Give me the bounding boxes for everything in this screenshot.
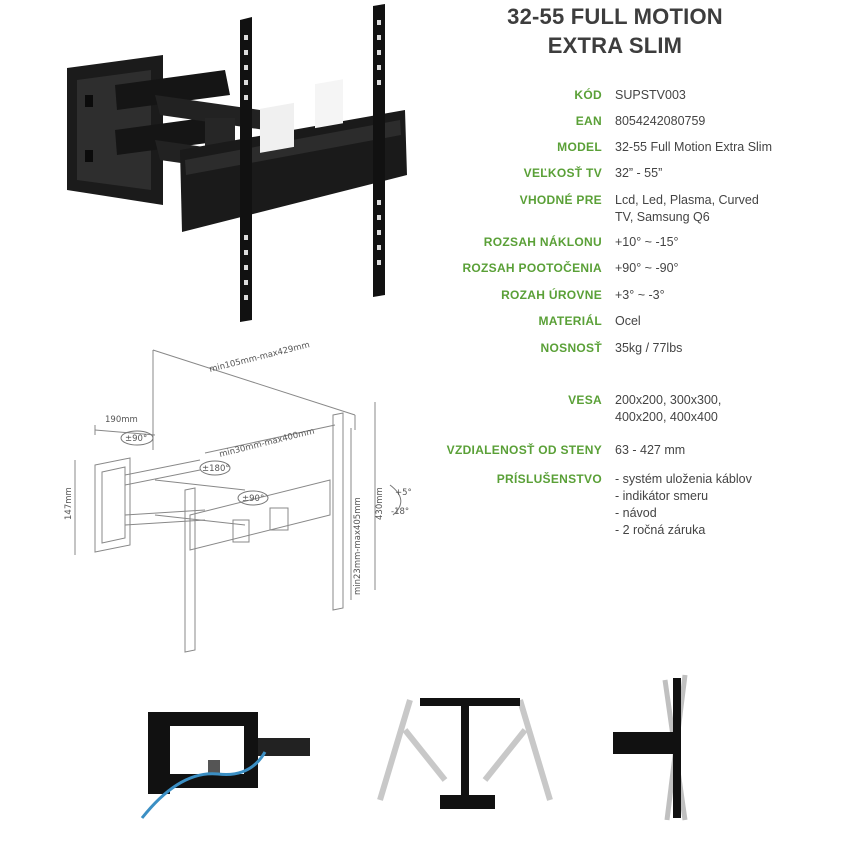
cable-management-image bbox=[140, 700, 320, 830]
spec-label: VZDIALENOSŤ OD STENY bbox=[446, 443, 602, 457]
spec-label: PRÍSLUŠENSTVO bbox=[496, 472, 602, 486]
spec-value: 32” - 55” bbox=[615, 166, 663, 180]
dim-190-label: 190mm bbox=[105, 415, 138, 425]
spec-label: ROZSAH POOTOČENIA bbox=[462, 261, 602, 275]
spec-label: VHODNÉ PRE bbox=[519, 193, 602, 207]
spec-label: MODEL bbox=[557, 140, 602, 154]
spec-value: 8054242080759 bbox=[615, 114, 706, 128]
spec-value: 35kg / 77lbs bbox=[615, 341, 683, 355]
product-title-line2: EXTRA SLIM bbox=[547, 33, 683, 58]
dim-top-label: min105mm-max429mm bbox=[208, 340, 311, 375]
spec-value: Ocel bbox=[615, 314, 641, 328]
dim-vert-label: min23mm-max405mm bbox=[353, 497, 363, 595]
spec-label: ROZSAH NÁKLONU bbox=[483, 235, 602, 249]
spec-label: ROZAH ÚROVNE bbox=[501, 288, 602, 302]
tilt-down-label: -18° bbox=[391, 507, 410, 517]
spec-value: SUPSTV003 bbox=[615, 88, 686, 102]
spec-value: 200x200, 300x300, 400x200, 400x400 bbox=[615, 393, 722, 424]
rot-180-label: ±180° bbox=[202, 464, 230, 474]
tilt-range-image bbox=[605, 670, 715, 830]
spec-value: 32-55 Full Motion Extra Slim bbox=[615, 140, 773, 154]
rot-90b-label: ±90° bbox=[242, 494, 265, 504]
spec-value: +3° ~ -3° bbox=[615, 288, 665, 302]
tilt-up-label: +5° bbox=[395, 488, 412, 498]
product-title-line1: 32-55 FULL MOTION bbox=[507, 4, 723, 29]
swivel-range-image bbox=[365, 690, 565, 830]
spec-label: VESA bbox=[568, 393, 602, 407]
bracket-product-photo bbox=[55, 0, 425, 330]
dimension-diagram bbox=[55, 340, 425, 660]
spec-value: +10° ~ -15° bbox=[615, 235, 679, 249]
spec-label: NOSNOSŤ bbox=[540, 341, 602, 355]
spec-value: Lcd, Led, Plasma, Curved TV, Samsung Q6 bbox=[615, 193, 759, 224]
dim-147-label: 147mm bbox=[64, 487, 74, 520]
rot-90a-label: ±90° bbox=[125, 434, 148, 444]
spec-value: 63 - 427 mm bbox=[615, 443, 686, 457]
spec-label: KÓD bbox=[574, 88, 602, 102]
dim-arm-label: min30mm-max400mm bbox=[218, 426, 316, 460]
spec-label: MATERIÁL bbox=[538, 314, 602, 328]
spec-label: VEĽKOSŤ TV bbox=[523, 166, 602, 180]
spec-value: - systém uloženia káblov - indikátor smeru - návod - 2 ročná záruka bbox=[615, 472, 752, 537]
spec-value: +90° ~ -90° bbox=[615, 261, 679, 275]
spec-label: EAN bbox=[575, 114, 602, 128]
dim-430-label: 430mm bbox=[375, 487, 385, 520]
